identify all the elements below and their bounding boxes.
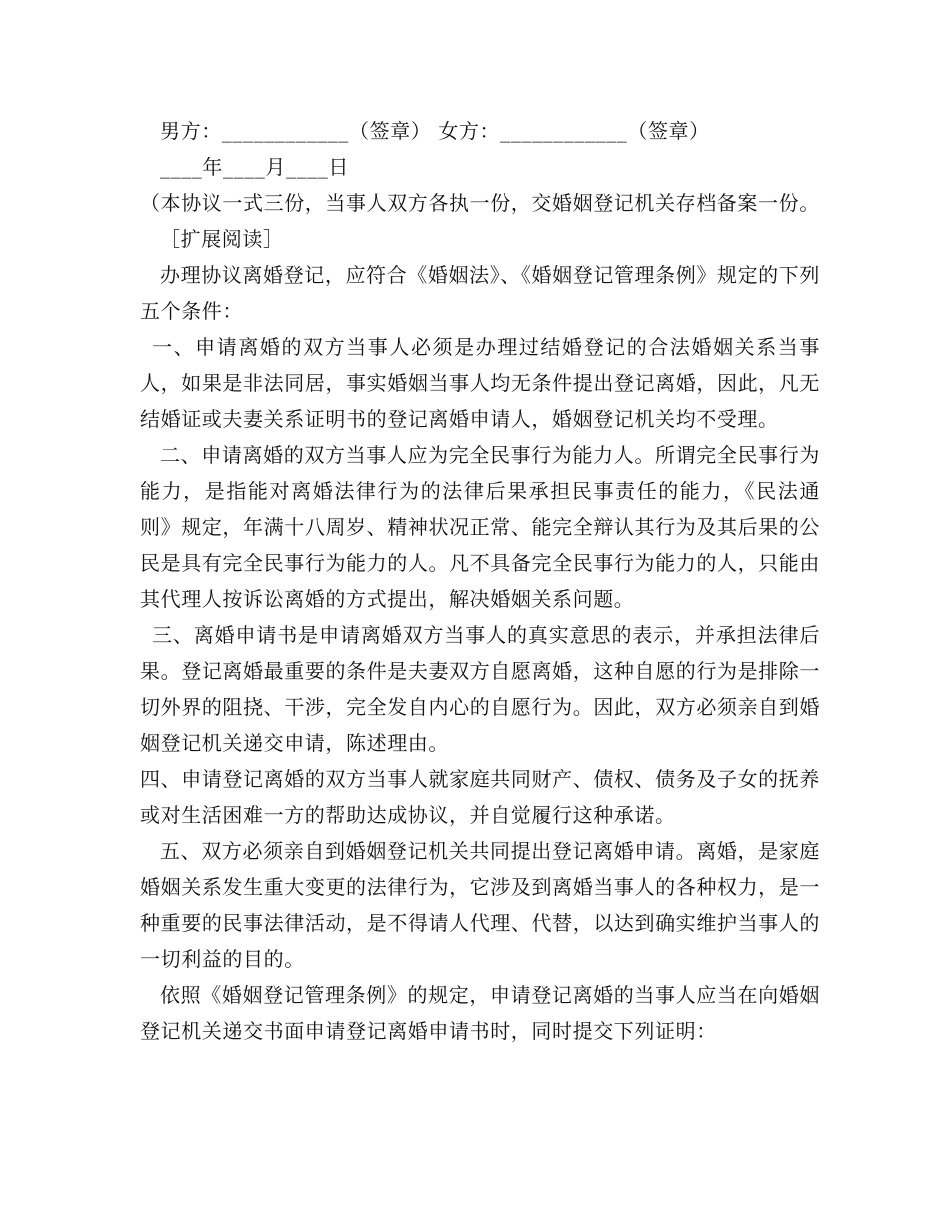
date-line: ____年____月____日 — [160, 155, 349, 179]
paragraph-condition-4: 四、申请登记离婚的双方当事人就家庭共同财产、债权、债务及子女的抚养或对生活困难一方的帮助达成协议，并自觉履行这种承诺。 — [140, 767, 820, 827]
paragraph-required-documents: 依照《婚姻登记管理条例》的规定，申请登记离婚的当事人应当在向婚姻登记机关递交书面申请登记离婚申请书时，同时提交下列证明： — [140, 983, 820, 1043]
paragraph-condition-3: 三、离婚申请书是申请离婚双方当事人的真实意思的表示，并承担法律后果。登记离婚最重要的条件是夫妻双方自愿离婚，这种自愿的行为是排除一切外界的阻挠、干涉，完全发自内心的自愿行为。因此，双方必须亲自到婚姻登记机关递交申请，陈述理由。 — [140, 623, 820, 755]
paragraph-condition-2: 二、申请离婚的双方当事人应为完全民事行为能力人。所谓完全民事行为能力，是指能对离婚法律行为的法律后果承担民事责任的能力，《民法通则》规定，年满十八周岁、精神状况正常、能完全辩认其行为及其后果的公民是具有完全民事行为能力的人。凡不具备完全民事行为能力的人，只能由其代理人按诉讼离婚的方式提出，解决婚姻关系问题。 — [140, 443, 820, 611]
paragraph-intro-conditions: 办理协议离婚登记，应符合《婚姻法》、《婚姻登记管理条例》规定的下列五个条件： — [140, 263, 820, 323]
paragraph-copies-note: （本协议一式三份，当事人双方各执一份，交婚姻登记机关存档备案一份。 — [140, 191, 820, 215]
paragraph-condition-1: 一、申请离婚的双方当事人必须是办理过结婚登记的合法婚姻关系当事人，如果是非法同居，事实婚姻当事人均无条件提出登记离婚，因此，凡无结婚证或夫妻关系证明书的登记离婚申请人，婚姻登记机关均不受理。 — [140, 335, 820, 431]
signature-line: 男方：____________（签章） 女方：____________（签章） — [160, 119, 710, 143]
document-body — [140, 113, 820, 1049]
extended-reading-heading: ［扩展阅读］ — [160, 227, 284, 251]
paragraph-condition-5: 五、双方必须亲自到婚姻登记机关共同提出登记离婚申请。离婚，是家庭婚姻关系发生重大变更的法律行为，它涉及到离婚当事人的各种权力，是一种重要的民事法律活动，是不得请人代理、代替，以达到确实维护当事人的一切利益的目的。 — [140, 839, 820, 971]
